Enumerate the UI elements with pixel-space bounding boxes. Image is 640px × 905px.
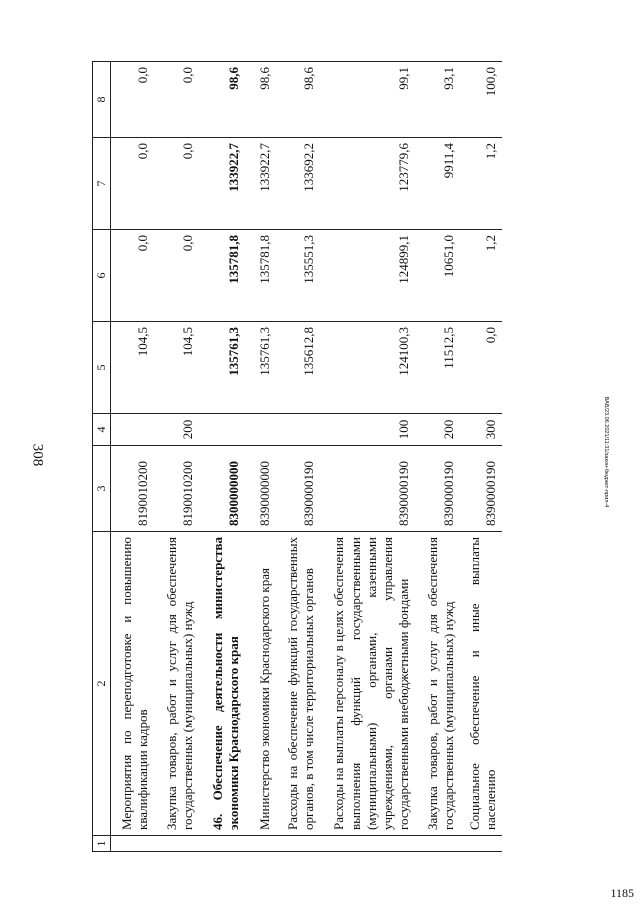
header-cell: 3 [93,446,111,532]
row-name: Социальное обеспечение и иные выплаты населению [459,532,502,836]
header-cell: 4 [93,414,111,446]
table-row [111,62,154,852]
row-code: 8190010200 [154,446,199,532]
header-cell: 6 [93,230,111,322]
row-vr [245,414,275,446]
document-code: ВАВ/23.06.2021/11:31/закон-бюджет-прил-4 [603,396,609,508]
row-value-col5: 135761,3 [198,322,245,414]
row-value-col5: 135612,8 [275,322,320,414]
table-row [245,62,275,852]
row-value-col7: 133692,2 [275,138,320,230]
row-vr: 200 [415,414,460,446]
row-name: Расходы на обеспечение функций государственных органов, в том числе территориальных органов [275,532,320,836]
row-value-col5: 124100,3 [319,322,414,414]
page-number: 308 [29,443,46,467]
row-value-col8: 98,6 [198,62,245,138]
row-value-col8: 0,0 [154,62,199,138]
row-vr: 200 [154,414,199,446]
row-value-col7: 1,2 [459,138,502,230]
row-value-col8: 99,1 [319,62,414,138]
row-code: 8390000190 [275,446,320,532]
empty-cell [275,836,320,852]
row-value-col5: 104,5 [111,322,154,414]
header-cell: 1 [93,836,111,852]
empty-cell [415,836,460,852]
table-row [154,62,199,852]
row-name: Закупка товаров, работ и услуг для обеспечения государственных (муниципальных) нужд [154,532,199,836]
row-name: Министерство экономики Краснодарского края [245,532,275,836]
table-row [275,62,320,852]
row-value-col6: 135781,8 [198,230,245,322]
row-value-col7: 133922,7 [198,138,245,230]
row-name: Расходы на выплаты персоналу в целях обеспечения выполнения функций государственными (муниципальными) органами, казенными учреждениями, органами управления государственными внебюджетными фондами [319,532,414,836]
table-row [459,62,502,852]
row-value-col5: 11512,5 [415,322,460,414]
empty-cell [245,836,275,852]
row-value-col7: 0,0 [111,138,154,230]
row-value-col6: 10651,0 [415,230,460,322]
footer-page-number: 1185 [610,886,634,900]
row-name: Закупка товаров, работ и услуг для обеспечения государственных (муниципальных) нужд [415,532,460,836]
row-vr: 100 [319,414,414,446]
row-value-col8: 98,6 [275,62,320,138]
row-code: 8390000190 [319,446,414,532]
row-code: 8390000000 [245,446,275,532]
row-code: 8190010200 [111,446,154,532]
row-value-col5: 135761,3 [245,322,275,414]
row-value-col8: 100,0 [459,62,502,138]
row-vr [275,414,320,446]
row-value-col7: 133922,7 [245,138,275,230]
row-value-col6: 1,2 [459,230,502,322]
header-cell: 8 [93,62,111,138]
row-value-col6: 0,0 [154,230,199,322]
row-value-col5: 0,0 [459,322,502,414]
row-value-col7: 9911,4 [415,138,460,230]
header-cell: 2 [93,532,111,836]
row-vr [111,414,154,446]
row-value-col7: 123779,6 [319,138,414,230]
row-vr: 300 [459,414,502,446]
row-value-col5: 104,5 [154,322,199,414]
empty-cell [319,836,414,852]
row-value-col6: 135551,3 [275,230,320,322]
table-row [198,62,245,852]
row-value-col6: 135781,8 [245,230,275,322]
table-row [415,62,460,852]
row-vr [198,414,245,446]
budget-table-rotated [92,62,583,852]
budget-table [92,61,502,852]
header-cell: 7 [93,138,111,230]
table-row [319,62,414,852]
row-value-col8: 0,0 [111,62,154,138]
empty-cell [459,836,502,852]
row-value-col6: 124899,1 [319,230,414,322]
row-value-col8: 93,1 [415,62,460,138]
header-row [93,62,111,852]
row-name: Мероприятия по переподготовке и повышению квалификации кадров [111,532,154,836]
row-code: 8390000190 [459,446,502,532]
row-code: 8390000190 [415,446,460,532]
header-cell: 5 [93,322,111,414]
row-value-col8: 98,6 [245,62,275,138]
row-name: 46. Обеспечение деятельности министерства экономики Краснодарского края [198,532,245,836]
empty-cell [198,836,245,852]
empty-cell [154,836,199,852]
row-code: 8300000000 [198,446,245,532]
row-value-col6: 0,0 [111,230,154,322]
empty-cell [111,836,154,852]
row-value-col7: 0,0 [154,138,199,230]
